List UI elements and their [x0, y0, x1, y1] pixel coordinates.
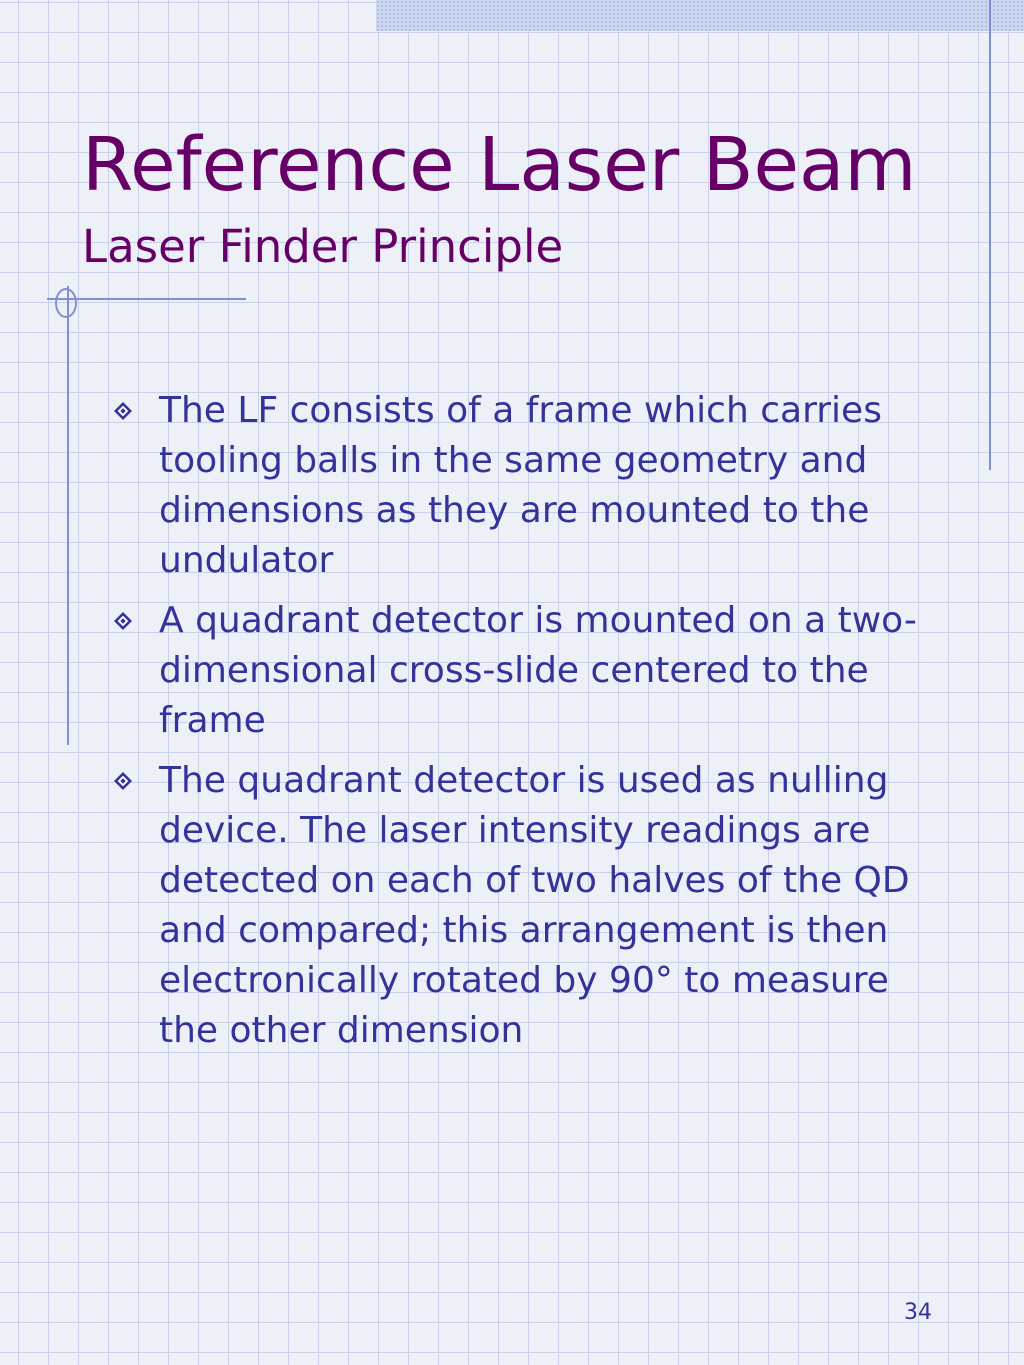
- decorative-ring: [55, 288, 77, 318]
- bullet-item: [112, 386, 942, 586]
- decorative-top-band: [376, 0, 1024, 31]
- diamond-bullet-icon: [114, 402, 132, 420]
- page-number: 34: [904, 1300, 932, 1325]
- bullet-item: [112, 596, 942, 746]
- bullet-item: [112, 756, 942, 1056]
- bullet-list: [112, 386, 942, 1066]
- bullet-text: The quadrant detector is used as nulling device. The laser intensity readings are detected on each of two halves of the QD and compared; this arrangement is then electronically rotated by 90° to measure the other dimension: [159, 760, 910, 1051]
- bullet-text: A quadrant detector is mounted on a two-dimensional cross-slide centered to the frame: [159, 600, 917, 741]
- decorative-left-rule: [67, 286, 69, 745]
- decorative-right-rule: [989, 0, 991, 470]
- slide-title: Reference Laser Beam: [82, 122, 917, 208]
- diamond-bullet-icon: [114, 612, 132, 630]
- bullet-text: The LF consists of a frame which carries tooling balls in the same geometry and dimensions as they are mounted to the undulator: [159, 390, 882, 581]
- slide-subtitle: Laser Finder Principle: [82, 220, 564, 273]
- diamond-bullet-icon: [114, 772, 132, 790]
